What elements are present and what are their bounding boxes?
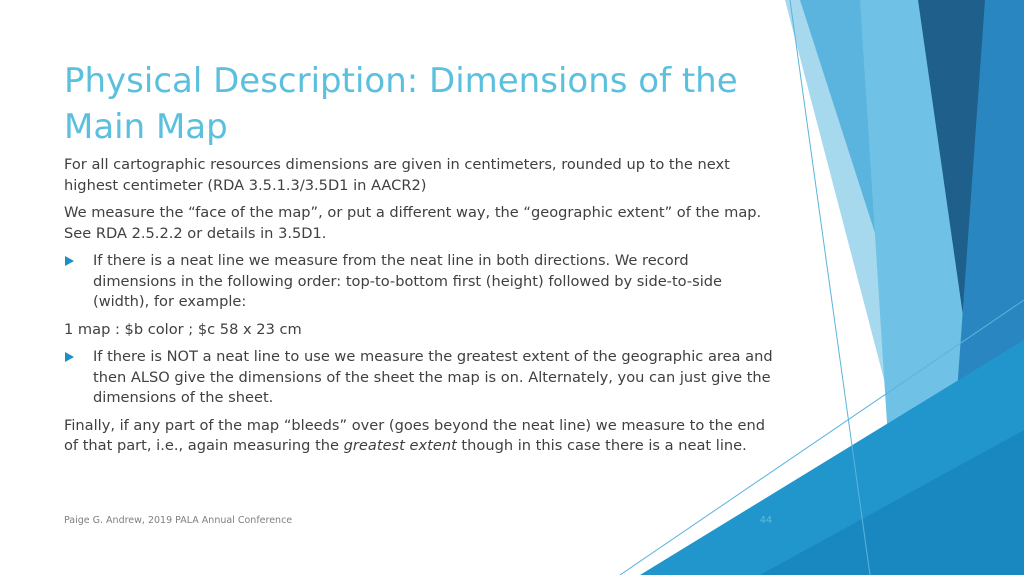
paragraph-example-record: 1 map : $b color ; $c 58 x 23 cm <box>64 320 302 338</box>
page-number: 44 <box>759 515 772 526</box>
footer-text: Paige G. Andrew, 2019 PALA Annual Conference <box>64 515 293 526</box>
triangle-right-icon <box>65 352 74 362</box>
paragraph-dimensions-rule: For all cartographic resources dimensions are given in centimeters, rounded up to the next highest centimeter (RDA 3.5.1.3/3.5D1 in AACR2) <box>64 156 730 194</box>
paragraph-bleeds-text-before: Finally, if any part of the map “bleeds” over (goes beyond the neat line) we measure to the end of that part, i.e., again measuring the <box>64 416 765 454</box>
bullet-neat-line <box>64 251 774 313</box>
paragraph-bleeds <box>64 416 774 457</box>
triangle-right-icon <box>65 256 74 266</box>
paragraph-bleeds-emphasis: greatest extent <box>343 437 457 454</box>
bullet-no-neat-line <box>64 347 774 409</box>
bullet-no-neat-line-text: If there is NOT a neat line to use we measure the greatest extent of the geographic area and then ALSO give the dimensions of the sheet the map is on. Alternately, you can just give the dimensions of the sheet. <box>93 348 773 406</box>
paragraph-face-of-map: We measure the “face of the map”, or put a different way, the “geographic extent” of the map. See RDA 2.5.2.2 or details in 3.5D1. <box>64 204 762 242</box>
paragraph-bleeds-text-after: though in this case there is a neat line. <box>456 437 747 454</box>
slide-title: Physical Description: Dimensions of the Main Map <box>64 61 738 147</box>
bullet-neat-line-text: If there is a neat line we measure from the neat line in both directions. We record dimensions in the following order: top-to-bottom first (height) followed by side-to-side (width), for example: <box>93 252 723 310</box>
slide-body <box>64 155 774 464</box>
